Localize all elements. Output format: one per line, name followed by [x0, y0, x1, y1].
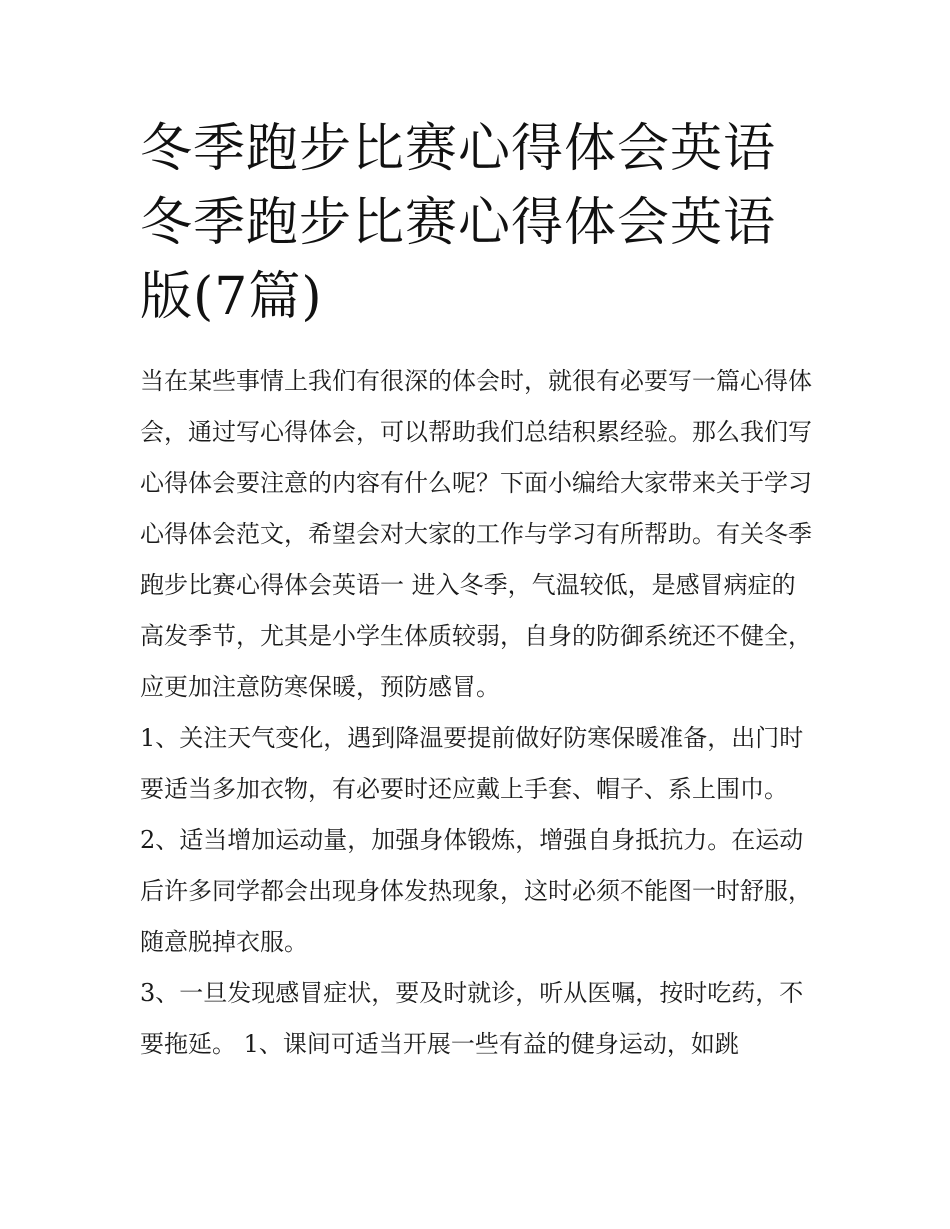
document-page — [140, 112, 812, 1070]
document-title: 冬季跑步比赛心得体会英语 冬季跑步比赛心得体会英语版(7篇) — [140, 119, 777, 327]
intro-paragraph: 当在某些事情上我们有很深的体会时，就很有必要写一篇心得体会，通过写心得体会，可以帮助我们总结积累经验。那么我们写心得体会要注意的内容有什么呢？下面小编给大家带来关于学习心得体会范文，希望会对大家的工作与学习有所帮助。有关冬季跑步比赛心得体会英语一 进入冬季，气温较低，是感冒病症的高发季节，尤其是小学生体质较弱，自身的防御系统还不健全，应更加注意防寒保暖，预防感冒。 — [140, 367, 812, 701]
list-item-1: 1、关注天气变化，遇到降温要提前做好防寒保暖准备，出门时要适当多加衣物，有必要时还应戴上手套、帽子、系上围巾。 — [140, 724, 804, 803]
list-item-2: 2、适当增加运动量，加强身体锻炼，增强自身抵抗力。在运动后许多同学都会出现身体发热现象，这时必须不能图一时舒服，随意脱掉衣服。 — [140, 826, 812, 956]
list-item-3: 3、一旦发现感冒症状，要及时就诊，听从医嘱，按时吃药，不要拖延。 1、课间可适当开展一些有益的健身运动，如跳 — [140, 979, 804, 1058]
document-body — [140, 356, 812, 1070]
